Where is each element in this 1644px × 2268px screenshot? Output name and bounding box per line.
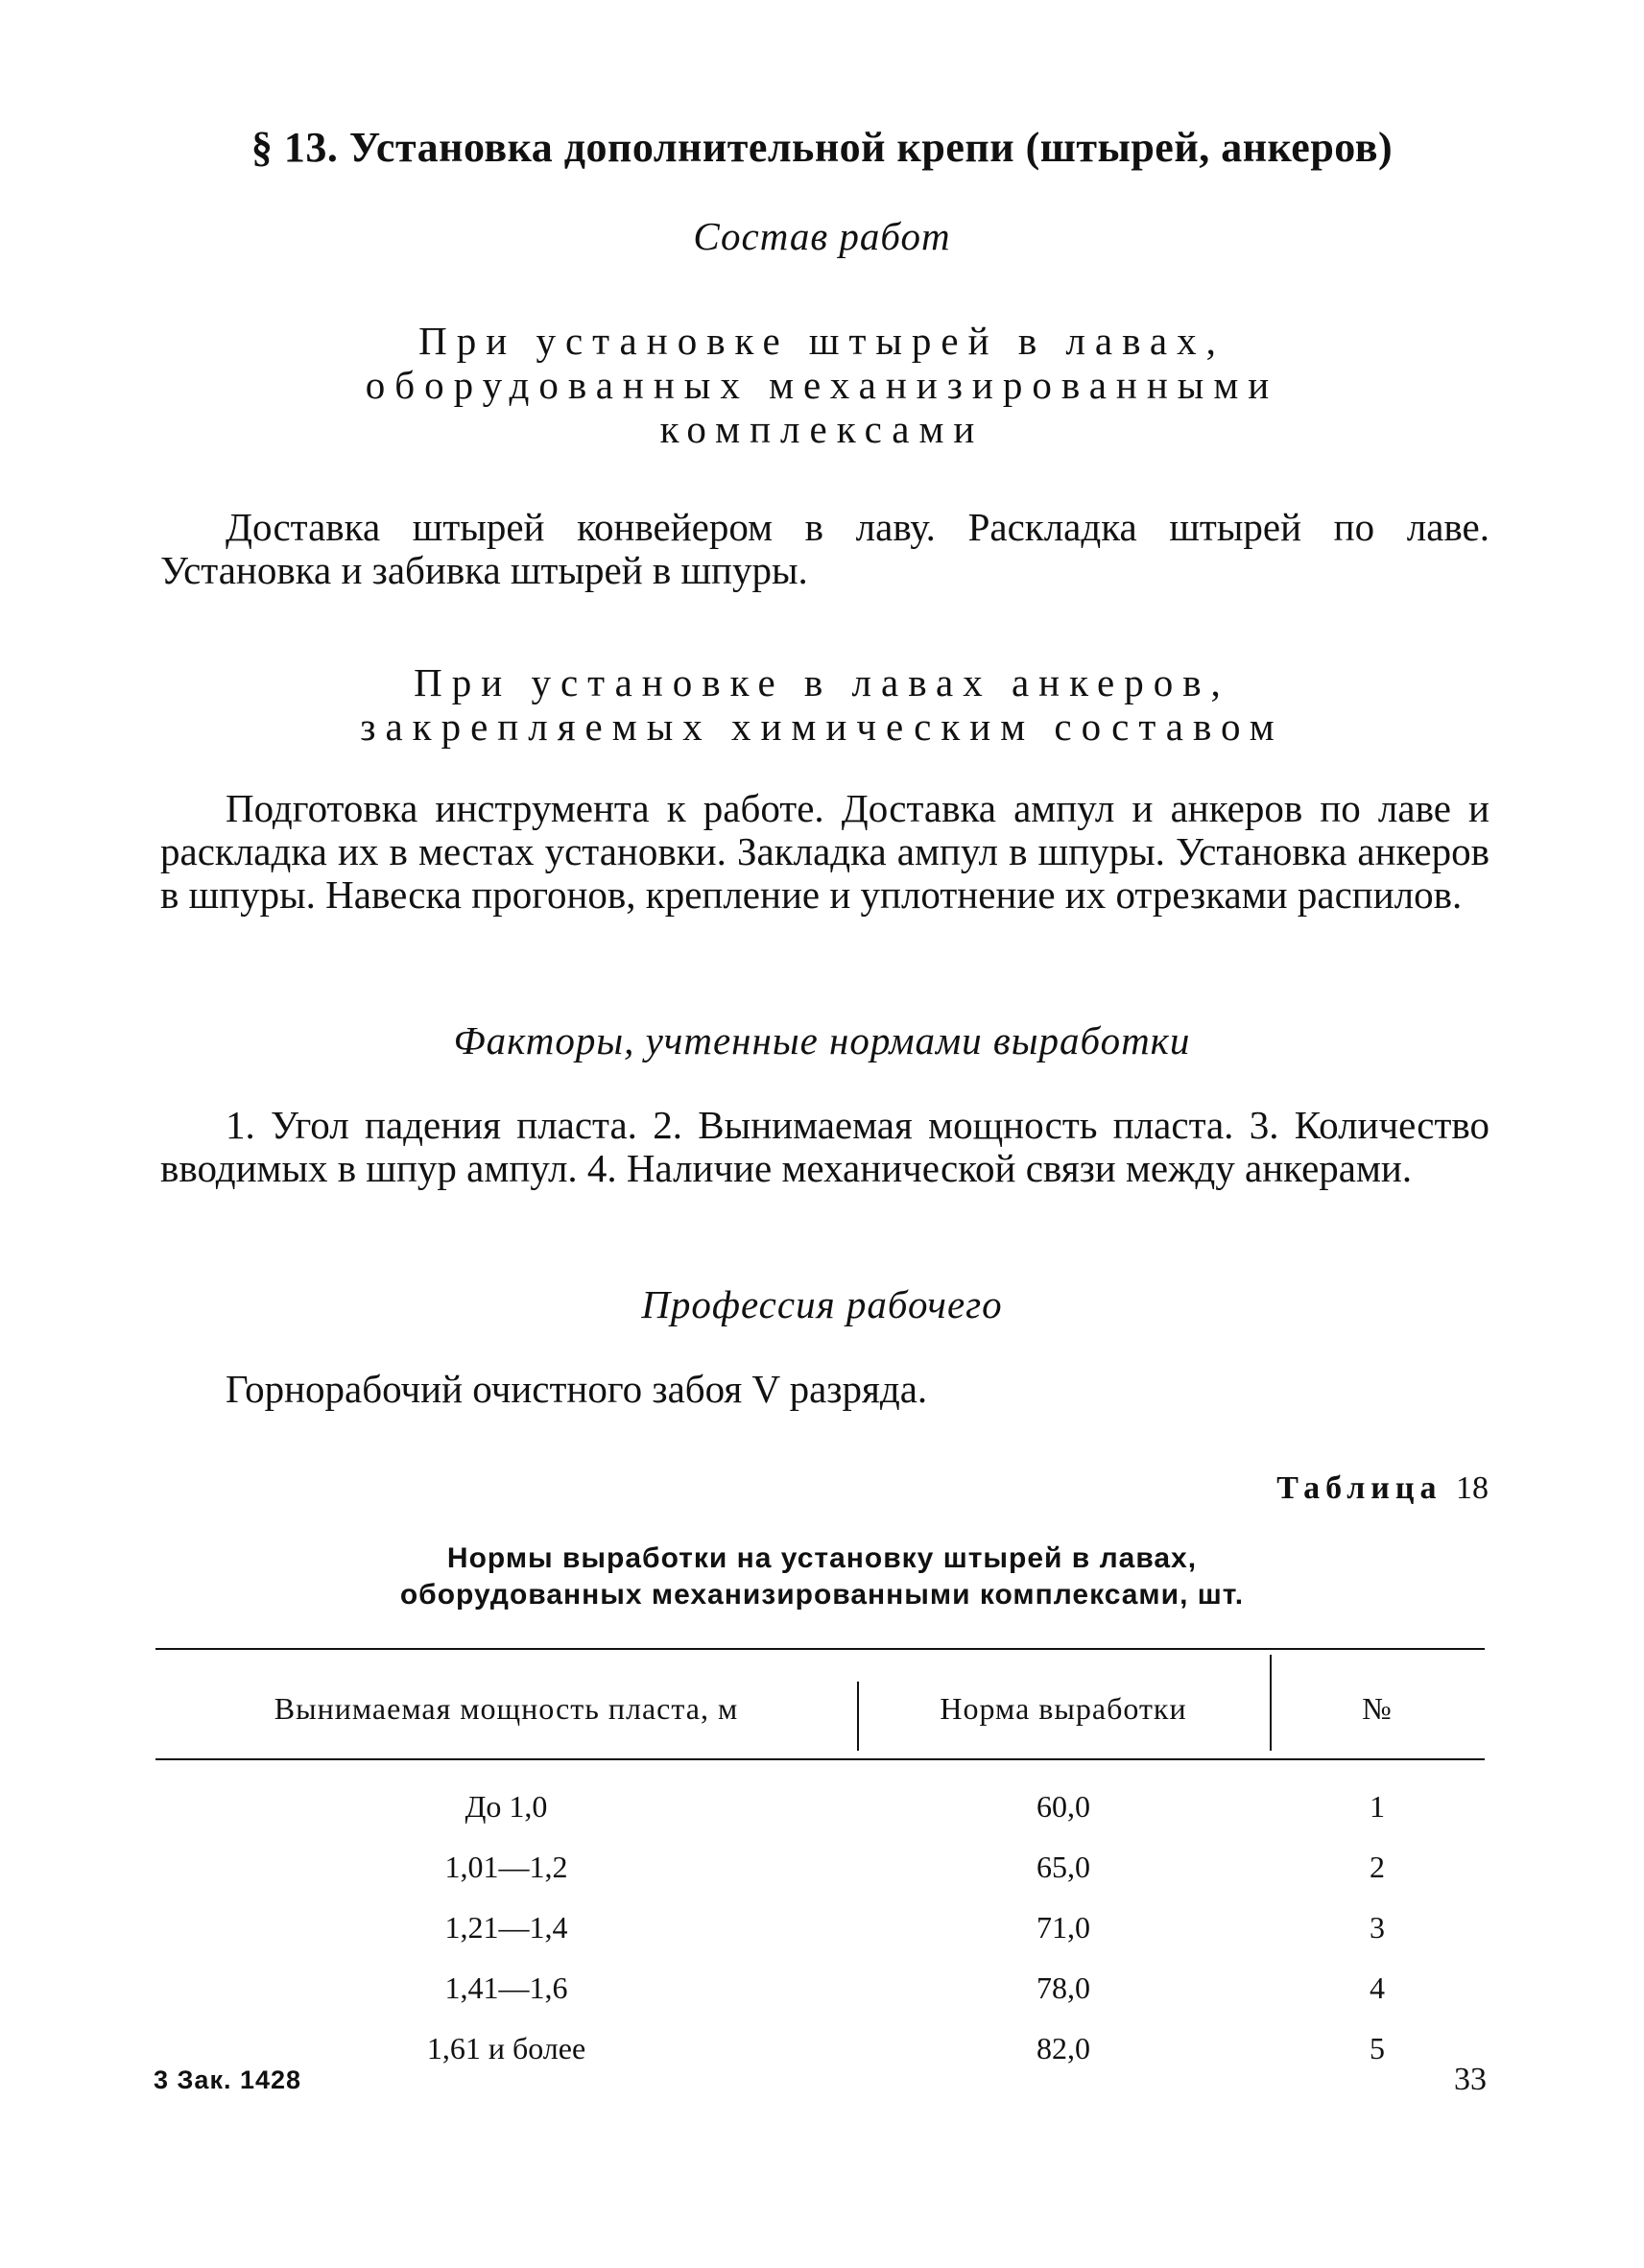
table-number: 18	[1456, 1470, 1489, 1506]
subsection2-text-content: Подготовка инструмента к работе. Доставка ампул и анкеров по лаве и раскладка их в местах установки. Закладка ампул в шпуры. Установка анкеров в шпуры. Навеска прогонов, крепление и уплотнение их отрезками распилов.	[160, 786, 1489, 917]
table-header-norm: Норма выработки	[940, 1691, 1187, 1726]
factors-text	[160, 1104, 1489, 1190]
row3-norm: 71,0	[1036, 1910, 1090, 1945]
table-title-line2: оборудованных механизированными комплексами, шт.	[399, 1579, 1245, 1611]
row5-thickness: 1,61 и более	[426, 2031, 586, 2065]
table-title-line1: Нормы выработки на установку штырей в лавах,	[446, 1542, 1198, 1574]
row1-number: 1	[1370, 1789, 1385, 1824]
row1-norm: 60,0	[1036, 1789, 1090, 1824]
factors-title: Факторы, учтенные нормами выработки	[453, 1018, 1191, 1062]
subsection1-text-content: Доставка штырей конвейером в лаву. Раскладка штырей по лаве. Установка и забивка штырей в шпуры.	[160, 505, 1489, 592]
table-header-thickness: Вынимаемая мощность пласта, м	[274, 1691, 739, 1726]
page-number: 33	[1454, 2062, 1487, 2097]
subsection2-title-line2: закрепляемых химическим составом	[360, 704, 1284, 749]
profession-text-content: Горнорабочий очистного забоя V разряда.	[226, 1367, 928, 1411]
table-title	[0, 1540, 1644, 1613]
row4-number: 4	[1370, 1970, 1385, 2005]
table-label	[1276, 1470, 1489, 1507]
profession-title: Профессия рабочего	[641, 1282, 1003, 1326]
section-heading: § 13. Установка дополнительной крепи (штырей, анкеров)	[250, 124, 1394, 171]
profession-text	[160, 1368, 1489, 1411]
row5-number: 5	[1370, 2031, 1385, 2065]
table-top-rule	[155, 1648, 1485, 1650]
table-header-rule	[155, 1758, 1485, 1760]
row2-norm: 65,0	[1036, 1850, 1090, 1884]
row3-thickness: 1,21—1,4	[444, 1910, 568, 1945]
row3-number: 3	[1370, 1910, 1385, 1945]
subsection2-text	[160, 787, 1489, 917]
row2-thickness: 1,01—1,2	[444, 1850, 568, 1884]
subsection1-title-line1: При установке штырей в лавах,	[418, 319, 1226, 363]
subsection1-text	[160, 506, 1489, 592]
table-header-number: №	[1362, 1691, 1393, 1726]
row5-norm: 82,0	[1036, 2031, 1090, 2065]
work-composition-title: Состав работ	[693, 214, 951, 258]
row4-thickness: 1,41—1,6	[444, 1970, 568, 2005]
subsection2-title-line1: При установке в лавах анкеров,	[414, 660, 1230, 704]
row1-thickness: До 1,0	[465, 1789, 548, 1824]
factors-text-content: 1. Угол падения пласта. 2. Вынимаемая мощность пласта. 3. Количество вводимых в шпур ампул. 4. Наличие механической связи между анкерами.	[160, 1103, 1489, 1190]
subsection1-title-line2: оборудованных механизированными	[365, 363, 1279, 407]
footer-order-mark: 3 Зак. 1428	[154, 2065, 302, 2094]
row4-norm: 78,0	[1036, 1970, 1090, 2005]
row2-number: 2	[1370, 1850, 1385, 1884]
subsection1-title-line3: комплексами	[659, 407, 985, 451]
table-label-word: Таблица	[1276, 1470, 1442, 1506]
